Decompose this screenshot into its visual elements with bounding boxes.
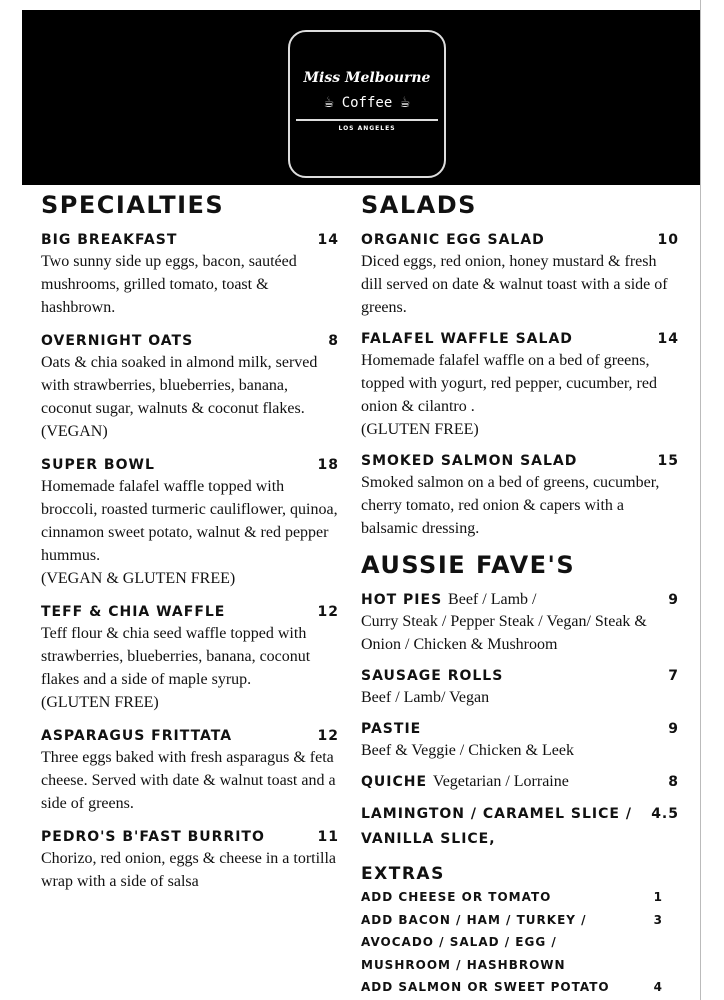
menu-item <box>361 802 679 852</box>
menu-item <box>361 451 679 540</box>
item-description: Homemade falafel waffle topped with broccoli, roasted turmeric cauliflower, quinoa, cinnamon sweet potato, walnut & red pepper hummus. <box>41 478 338 564</box>
item-inline-desc: Beef / Lamb / <box>448 591 537 608</box>
item-title <box>361 451 577 471</box>
item-header <box>361 230 679 250</box>
menu-item <box>41 827 339 893</box>
extras-item <box>361 954 663 977</box>
item-price: 12 <box>317 604 339 620</box>
extras-item <box>361 886 663 909</box>
item-description: Homemade falafel waffle on a bed of greens, topped with yogurt, red pepper, cucumber, red onion & cilantro . <box>361 352 657 415</box>
extras-item <box>361 909 663 932</box>
item-price: 4.5 <box>651 806 679 822</box>
item-name: TEFF & CHIA WAFFLE <box>41 604 226 620</box>
item-name: SMOKED SALMON SALAD <box>361 453 578 469</box>
item-description: Oats & chia soaked in almond milk, served with strawberries, blueberries, banana, coconut sugar, walnuts & coconut flakes. <box>41 354 318 417</box>
specialties-list <box>41 230 339 905</box>
item-name: BIG BREAKFAST <box>41 232 178 248</box>
item-note: (VEGAN & GLUTEN FREE) <box>41 570 236 587</box>
item-title <box>361 590 536 610</box>
item-note: (GLUTEN FREE) <box>41 694 159 711</box>
item-description: Curry Steak / Pepper Steak / Vegan/ Steak & Onion / Chicken & Mushroom <box>361 613 647 653</box>
item-header <box>41 455 339 475</box>
item-price: 8 <box>328 333 339 349</box>
item-header <box>41 230 339 250</box>
logo-subtitle: Coffee <box>341 95 393 111</box>
coffee-cup-icon: ☕ <box>324 92 334 111</box>
item-header <box>361 329 679 349</box>
item-note: (GLUTEN FREE) <box>361 421 479 438</box>
aussie-heading: AUSSIE FAVE'S <box>361 551 576 579</box>
menu-item <box>361 230 679 319</box>
menu-item <box>41 726 339 815</box>
menu-item <box>361 329 679 441</box>
item-header <box>41 726 339 746</box>
item-header <box>41 331 339 351</box>
extras-item-name: MUSHROOM / HASHBROWN <box>361 957 566 972</box>
coffee-cup-icon: ☕ <box>400 92 410 111</box>
item-description: Two sunny side up eggs, bacon, sautéed mushrooms, grilled tomato, toast & hashbrown. <box>41 253 297 316</box>
menu-item <box>361 590 679 656</box>
item-note: (VEGAN) <box>41 423 108 440</box>
item-header <box>361 772 679 792</box>
item-header <box>361 719 679 739</box>
item-price: 15 <box>657 453 679 469</box>
item-price: 8 <box>668 774 679 790</box>
item-description: Beef / Lamb/ Vegan <box>361 689 490 706</box>
item-title <box>361 719 421 739</box>
menu-item <box>41 455 339 590</box>
item-name: LAMINGTON / CARAMEL SLICE / VANILLA SLICE, <box>361 806 632 847</box>
extras-item <box>361 976 663 999</box>
item-name: SAUSAGE ROLLS <box>361 668 504 684</box>
page-edge <box>700 0 701 1000</box>
item-name: FALAFEL WAFFLE SALAD <box>361 331 573 347</box>
menu-item <box>41 331 339 443</box>
extras-list <box>361 886 679 999</box>
item-price: 7 <box>668 668 679 684</box>
menu-item <box>41 230 339 319</box>
item-name: ASPARAGUS FRITTATA <box>41 728 233 744</box>
item-price: 14 <box>317 232 339 248</box>
specialties-heading: SPECIALTIES <box>41 191 225 219</box>
right-column <box>361 190 679 999</box>
extras-item-price: 3 <box>653 912 663 927</box>
item-name: PASTIE <box>361 721 422 737</box>
menu-item <box>361 719 679 762</box>
item-name: SUPER BOWL <box>41 457 155 473</box>
item-title <box>361 230 545 250</box>
item-description: Diced eggs, red onion, honey mustard & fresh dill served on date & walnut toast with a side of greens. <box>361 253 668 316</box>
extras-item-name: ADD CHEESE OR TOMATO <box>361 890 552 904</box>
logo <box>288 30 446 178</box>
item-title <box>41 827 265 847</box>
item-title <box>361 772 569 792</box>
logo-divider <box>296 119 438 121</box>
item-title <box>361 802 643 852</box>
item-title <box>41 331 193 351</box>
item-title <box>41 602 225 622</box>
item-header <box>361 802 679 852</box>
item-title <box>41 230 177 250</box>
item-name: HOT PIES <box>361 592 443 608</box>
item-description: Teff flour & chia seed waffle topped with strawberries, blueberries, banana, coconut flakes and a side of maple syrup. <box>41 625 311 688</box>
item-inline-desc: Vegetarian / Lorraine <box>432 773 569 790</box>
extras-item-name: ADD SALMON OR SWEET POTATO <box>361 980 610 994</box>
extras-item-name: ADD BACON / HAM / TURKEY / <box>361 912 587 927</box>
salads-heading: SALADS <box>361 191 477 219</box>
item-name: OVERNIGHT OATS <box>41 333 194 349</box>
extras-item-price: 1 <box>653 890 663 904</box>
extras-item-price: 4 <box>653 980 663 994</box>
aussie-list <box>361 590 679 862</box>
logo-title: Miss Melbourne <box>303 70 431 86</box>
extras-item-name: AVOCADO / SALAD / EGG / <box>361 935 557 949</box>
extras-heading: EXTRAS <box>361 864 445 884</box>
item-header <box>41 602 339 622</box>
menu-item <box>361 772 679 792</box>
item-header <box>361 451 679 471</box>
logo-subtitle-row <box>290 92 444 111</box>
item-price: 10 <box>657 232 679 248</box>
item-price: 12 <box>317 728 339 744</box>
item-title <box>41 455 155 475</box>
salads-list <box>361 230 679 550</box>
header-banner <box>22 10 700 185</box>
item-description: Chorizo, red onion, eggs & cheese in a tortilla wrap with a side of salsa <box>41 850 337 890</box>
item-price: 14 <box>657 331 679 347</box>
menu-item <box>41 602 339 714</box>
item-description: Smoked salmon on a bed of greens, cucumber, cherry tomato, red onion & capers with a balsamic dressing. <box>361 474 660 537</box>
logo-location: LOS ANGELES <box>338 125 396 132</box>
item-price: 18 <box>317 457 339 473</box>
item-name: QUICHE <box>361 774 428 790</box>
extras-item <box>361 931 663 954</box>
item-header <box>41 827 339 847</box>
item-header <box>361 590 679 610</box>
item-header <box>361 666 679 686</box>
item-name: PEDRO'S B'FAST BURRITO <box>41 829 265 845</box>
item-description: Three eggs baked with fresh asparagus & feta cheese. Served with date & walnut toast and a side of greens. <box>41 749 336 812</box>
item-name: ORGANIC EGG SALAD <box>361 232 545 248</box>
item-title <box>41 726 232 746</box>
item-title <box>361 666 503 686</box>
item-price: 11 <box>317 829 339 845</box>
item-price: 9 <box>668 721 679 737</box>
item-description: Beef & Veggie / Chicken & Leek <box>361 742 574 759</box>
left-column <box>41 190 339 905</box>
item-price: 9 <box>668 592 679 608</box>
item-title <box>361 329 573 349</box>
menu-item <box>361 666 679 709</box>
